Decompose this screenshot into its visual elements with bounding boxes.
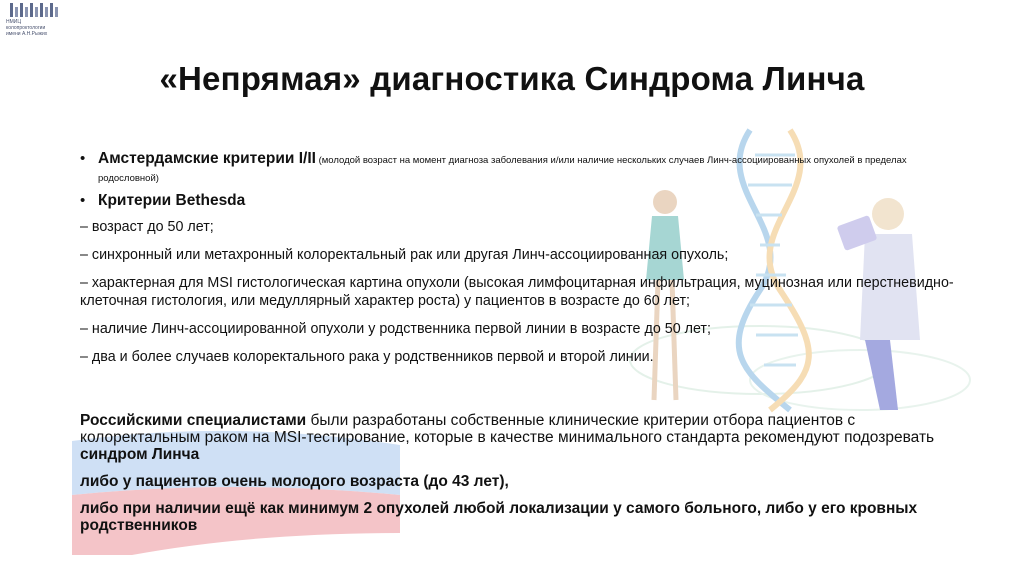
- bullet-amsterdam: [80, 150, 960, 186]
- criterion-line: – два и более случаев колоректального рака у родственников первой и второй линии.: [80, 349, 654, 365]
- institution-logo: [6, 3, 70, 41]
- criterion-multiple-tumors: либо при наличии ещё как минимум 2 опухолей любой локализации у самого больного, либо у его кровных родственников: [80, 500, 918, 534]
- logo-text-line1: НМИЦ: [6, 19, 22, 25]
- bullet-bethesda-title: Критерии Bethesda: [98, 192, 246, 209]
- russian-criteria-intro: [80, 412, 960, 463]
- criteria-list: [80, 150, 960, 376]
- criterion-line: – характерная для MSI гистологическая картина опухоли (высокая лимфоцитарная инфильтрация, муцинозная или перстневидно-клеточная гистология, или медуллярный характер роста) у пациентов в возрасте до 60 лет;: [80, 275, 954, 309]
- lynch-syndrome-label: синдром Линча: [80, 446, 200, 463]
- bullet-amsterdam-note: (молодой возраст на момент диагноза заболевания и/или наличие нескольких случаев Линч-ассоциированных опухолей в пределах родословной): [98, 155, 907, 184]
- criterion-line: – возраст до 50 лет;: [80, 219, 214, 235]
- russian-criteria-block: [80, 412, 960, 544]
- bullet-amsterdam-title: Амстердамские критерии I/II: [98, 150, 316, 167]
- criterion-young-age: либо у пациентов очень молодого возраста (до 43 лет),: [80, 473, 509, 490]
- criterion-line: – синхронный или метахронный колоректальный рак или другая Линч-ассоциированная опухоль;: [80, 247, 729, 263]
- logo-text-line2: колопроктологии: [6, 25, 46, 31]
- russian-criteria-text: были разработаны собственные клинические критерии отбора пациентов с колоректальным раком на MSI-тестирование, которые в качестве минимального стандарта рекомендуют подозревать: [80, 412, 935, 446]
- logo-text: [6, 19, 70, 37]
- bullet-bethesda: [80, 192, 960, 210]
- logo-mark-icon: [10, 3, 70, 17]
- criterion-line: – наличие Линч-ассоциированной опухоли у родственника первой линии в возрасте до 50 лет;: [80, 321, 711, 337]
- slide-title: «Непрямая» диагностика Синдрома Линча: [159, 60, 865, 97]
- russian-specialists-label: Российскими специалистами: [80, 412, 307, 429]
- logo-text-line3: имени А.Н.Рыжих: [6, 31, 48, 37]
